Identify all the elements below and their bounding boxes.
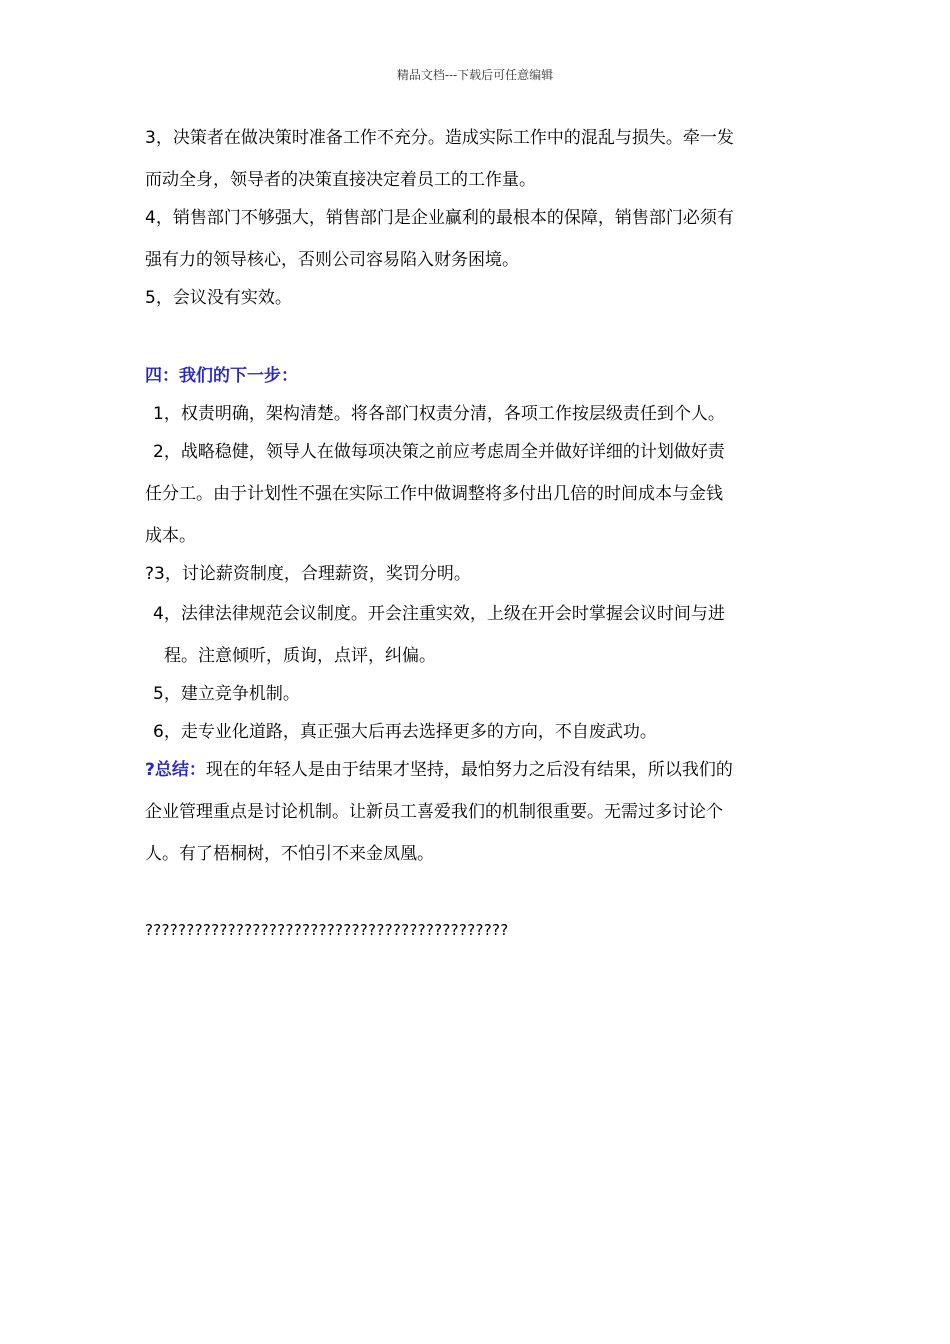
- section3-item4-line1: 4，销售部门不够强大，销售部门是企业赢利的最根本的保障，销售部门必须有: [145, 208, 734, 228]
- summary-line2: 企业管理重点是讨论机制。让新员工喜爱我们的机制很重要。无需过多讨论个: [145, 802, 723, 822]
- section4-item4-line2: 程。注意倾听，质询，点评，纠偏。: [164, 646, 436, 666]
- section4-item5: 5，建立竞争机制。: [153, 684, 300, 704]
- section3-item3-line2: 而动全身，领导者的决策直接决定着员工的工作量。: [145, 170, 536, 190]
- section4-item4-line1: 4，法律法律规范会议制度。开会注重实效，上级在开会时掌握会议时间与进: [153, 604, 725, 624]
- section4-item2-line2: 任分工。由于计划性不强在实际工作中做调整将多付出几倍的时间成本与金钱: [145, 484, 723, 504]
- section4-item2-line1: 2，战略稳健，领导人在做每项决策之前应考虑周全并做好详细的计划做好责: [153, 442, 725, 462]
- summary-line3: 人。有了梧桐树，不怕引不来金凤凰。: [145, 844, 434, 864]
- summary-text-line1: 现在的年轻人是由于结果才坚持，最怕努力之后没有结果，所以我们的: [205, 760, 733, 780]
- section4-item3: ?3，讨论薪资制度，合理薪资，奖罚分明。: [145, 564, 471, 584]
- section4-item6: 6，走专业化道路，真正强大后再去选择更多的方向，不自废武功。: [153, 722, 657, 742]
- section4-item2-line3: 成本。: [145, 526, 196, 546]
- section3-item5: 5，会议没有实效。: [145, 288, 292, 308]
- section3-item3-line1: 3，决策者在做决策时准备工作不充分。造成实际工作中的混乱与损失。牵一发: [145, 128, 734, 148]
- section4-item1: 1，权责明确，架构清楚。将各部门权责分清，各项工作按层级责任到个人。: [153, 404, 725, 424]
- section3-item4-line2: 强有力的领导核心，否则公司容易陷入财务困境。: [145, 250, 519, 270]
- section4-heading: 四：我们的下一步：: [145, 366, 298, 386]
- summary-label: ?总结：: [145, 760, 206, 780]
- page-header: 精品文档---下载后可任意编辑: [396, 68, 554, 82]
- summary-line1: [145, 759, 733, 781]
- question-mark-line: ????????????????????????????????????????????: [145, 921, 509, 939]
